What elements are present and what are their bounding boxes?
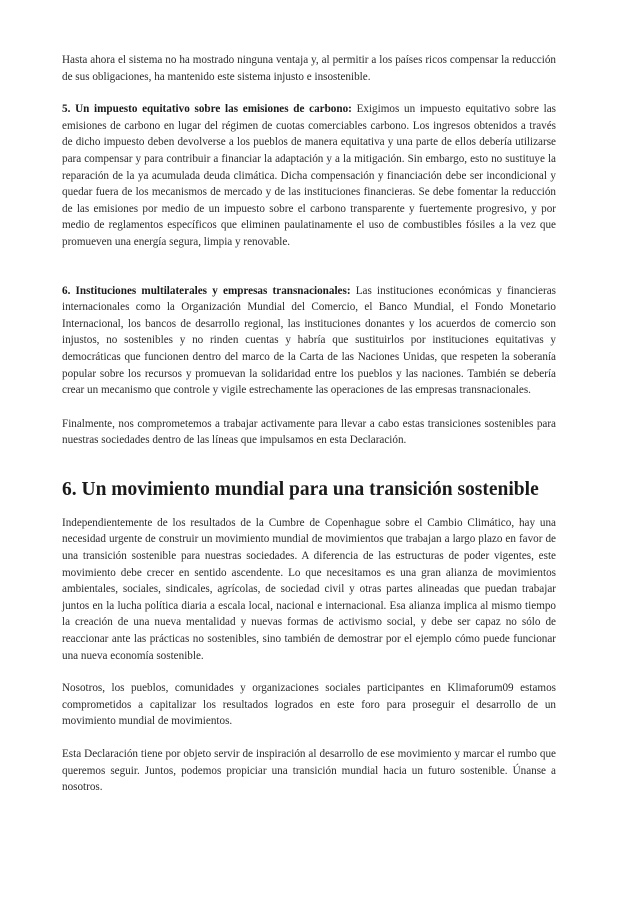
intro-paragraph: Hasta ahora el sistema no ha mostrado ninguna ventaja y, al permitir a los países ricos compensar la reducción de sus obligaciones, ha mantenido este sistema injusto e insostenible. [62,54,556,83]
movement-paragraph-1: Independientemente de los resultados de la Cumbre de Copenhague sobre el Cambio Climático, hay una necesidad urgente de construir un movimiento mundial de movimientos que trabajan a largo plazo en favor de una transición sostenible para nuestras sociedades. A diferencia de las estructuras de poder vigentes, este movimiento debe crecer en sentido ascendente. Lo que necesitamos es una gran alianza de movimientos ambientales, sociales, sindicales, agrícolas, de sociedad civil y otras partes alineadas que puedan trabajar juntos en la lucha política diaria a escala local, nacional e internacional. Esa alianza implica al mismo tiempo la creación de una nueva mentalidad y nuevas formas de activismo social, y debe ser capaz no sólo de reaccionar ante las prácticas no sostenibles, sino también de demostrar por el ejemplo cómo puede funcionar una nueva economía sostenible. [62,516,556,662]
demand-5-body: Exigimos un impuesto equitativo sobre las emisiones de carbono en lugar del régimen de cuotas comerciables carbono. Los ingresos obtenidos a través de dicho impuesto deben devolverse a los pueblos de manera equitativa y una parte de ellos debería utilizarse para compensar y para contribuir a financiar la adaptación y a la mitigación. Sin embargo, esto no sustituye la reparación de la ya acumulada deuda climática. Dicha compensación y financiación debe ser incondicional y quedar fuera de los mecanismos de mercado y de las instituciones financieras. Se debe fomentar la reducción de las emisiones por medio de un impuesto sobre el carbono transparente y fuertemente progresivo, y por medio de reglamentos específicos que eliminen paulatinamente el uso de combustibles fósiles a la vez que promueven una energía segura, limpia y renovable. [62,103,556,248]
movement-paragraph-3: Esta Declaración tiene por objeto servir de inspiración al desarrollo de ese movimiento y marcar el rumbo que queremos seguir. Juntos, podemos propiciar una transición mundial hacia un futuro sostenible. Únanse a nosotros. [62,748,556,794]
demand-5-paragraph [62,101,556,250]
movement-paragraph-2: Nosotros, los pueblos, comunidades y organizaciones sociales participantes en Klimaforum09 estamos comprometidos a capitalizar los resultados logrados en este foro para proseguir el desarrollo de un movimiento mundial de movimientos. [62,682,556,728]
demand-6-heading: 6. Instituciones multilaterales y empresas transnacionales: [62,284,351,297]
closing-paragraph: Finalmente, nos comprometemos a trabajar activamente para llevar a cabo estas transiciones sostenibles para nuestras sociedades dentro de las líneas que impulsamos en esta Declaración. [62,417,556,447]
document-page [62,52,556,796]
section-title: 6. Un movimiento mundial para una transición sostenible [62,478,539,500]
demand-5-heading: 5. Un impuesto equitativo sobre las emisiones de carbono: [62,103,352,116]
demand-6-body: Las instituciones económicas y financieras internacionales como la Organización Mundial del Comercio, el Banco Mundial, el Fondo Monetario Internacional, los bancos de desarrollo regional, las instituciones donantes y los acuerdos de comercio son injustos, no sostenibles y no rinden cuentas y habría que sustituirlos por instituciones equitativas y democráticas que funcionen dentro del marco de la Carta de las Naciones Unidas, que respeten la soberanía popular sobre los recursos y promuevan la solidaridad entre los pueblos y las naciones. También se debería crear un mecanismo que controle y vigile estrechamente las operaciones de las empresas transnacionales. [62,284,556,397]
demand-6-paragraph [62,283,556,399]
